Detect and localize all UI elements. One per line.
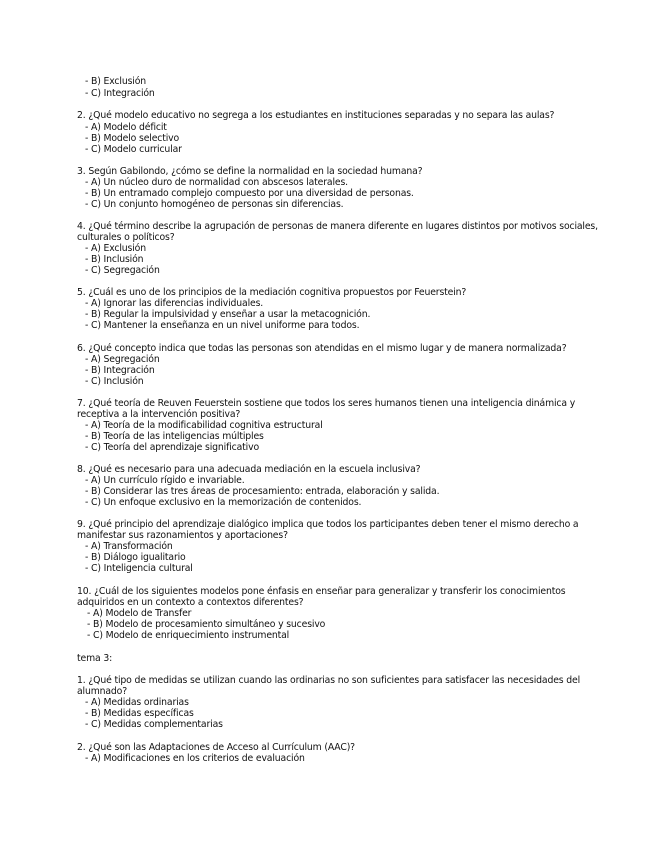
option-c: - C) Integración (85, 88, 155, 99)
question-7-text: 7. ¿Qué teoría de Reuven Feuerstein sostiene que todos los seres humanos tienen una inteligencia dinámica y (77, 398, 576, 409)
option-b: - B) Un entramado complejo compuesto por una diversidad de personas. (85, 188, 414, 199)
question-10-text: 10. ¿Cuál de los siguientes modelos pone énfasis en enseñar para generalizar y transferir los conocimientos (77, 586, 566, 597)
option-a: - A) Un núcleo duro de normalidad con abscesos laterales. (85, 177, 348, 188)
option-b: - B) Exclusión (85, 76, 146, 87)
question-7-text-cont: receptiva a la intervención positiva? (77, 409, 241, 420)
question-3-text: 3. Según Gabilondo, ¿cómo se define la normalidad en la sociedad humana? (77, 166, 423, 177)
option-c: - C) Inclusión (85, 376, 144, 387)
option-a: - A) Un currículo rígido e invariable. (85, 475, 245, 486)
question-1-text-cont: alumnado? (77, 686, 127, 697)
question-9-text-cont: manifestar sus razonamientos y aportaciones? (77, 530, 288, 541)
option-c: - C) Mantener la enseñanza en un nivel uniforme para todos. (85, 320, 360, 331)
option-b: - B) Regular la impulsividad y enseñar a usar la metacognición. (85, 309, 371, 320)
option-c: - C) Un conjunto homogéneo de personas sin diferencias. (85, 199, 344, 210)
question-5-text: 5. ¿Cuál es uno de los principios de la mediación cognitiva propuestos por Feuerstein? (77, 287, 467, 298)
option-c: - C) Inteligencia cultural (85, 563, 193, 574)
option-b: - B) Considerar las tres áreas de procesamiento: entrada, elaboración y salida. (85, 486, 440, 497)
option-b: - B) Modelo de procesamiento simultáneo y sucesivo (87, 619, 326, 630)
option-a: - A) Transformación (85, 541, 173, 552)
option-a: - A) Modificaciones en los criterios de evaluación (85, 753, 305, 764)
option-b: - B) Integración (85, 365, 155, 376)
question-6-text: 6. ¿Qué concepto indica que todas las personas son atendidas en el mismo lugar y de manera normalizada? (77, 343, 567, 354)
option-c: - C) Un enfoque exclusivo en la memorización de contenidos. (85, 497, 362, 508)
option-c: - C) Modelo de enriquecimiento instrumental (87, 630, 290, 641)
option-b: - B) Teoría de las inteligencias múltiples (85, 431, 264, 442)
option-a: - A) Modelo déficit (85, 122, 167, 133)
option-b: - B) Medidas específicas (85, 708, 194, 719)
question-9-text: 9. ¿Qué principio del aprendizaje dialógico implica que todos los participantes deben tener el mismo derecho a (77, 519, 579, 530)
question-4-text: 4. ¿Qué término describe la agrupación de personas de manera diferente en lugares distintos por motivos sociales, (77, 221, 598, 232)
option-b: - B) Modelo selectivo (85, 133, 180, 144)
option-c: - C) Segregación (85, 265, 160, 276)
option-b: - B) Diálogo igualitario (85, 552, 186, 563)
option-a: - A) Segregación (85, 354, 160, 365)
option-a: - A) Modelo de Transfer (87, 608, 192, 619)
option-c: - C) Medidas complementarias (85, 719, 223, 730)
question-4-text-cont: culturales o políticos? (77, 232, 175, 243)
option-c: - C) Modelo curricular (85, 144, 182, 155)
option-b: - B) Inclusión (85, 254, 144, 265)
option-a: - A) Medidas ordinarias (85, 697, 189, 708)
option-a: - A) Exclusión (85, 243, 146, 254)
option-a: - A) Ignorar las diferencias individuales. (85, 298, 264, 309)
question-8-text: 8. ¿Qué es necesario para una adecuada mediación en la escuela inclusiva? (77, 464, 421, 475)
option-c: - C) Teoría del aprendizaje significativo (85, 442, 259, 453)
section-heading: tema 3: (77, 653, 113, 664)
question-1-text: 1. ¿Qué tipo de medidas se utilizan cuando las ordinarias no son suficientes para satisfacer las necesidades del (77, 675, 581, 686)
question-2-text: 2. ¿Qué son las Adaptaciones de Acceso al Currículum (AAC)? (77, 742, 355, 753)
option-a: - A) Teoría de la modificabilidad cognitiva estructural (85, 420, 323, 431)
question-2-text: 2. ¿Qué modelo educativo no segrega a los estudiantes en instituciones separadas y no separa las aulas? (77, 110, 555, 121)
question-10-text-cont: adquiridos en un contexto a contextos diferentes? (77, 597, 304, 608)
